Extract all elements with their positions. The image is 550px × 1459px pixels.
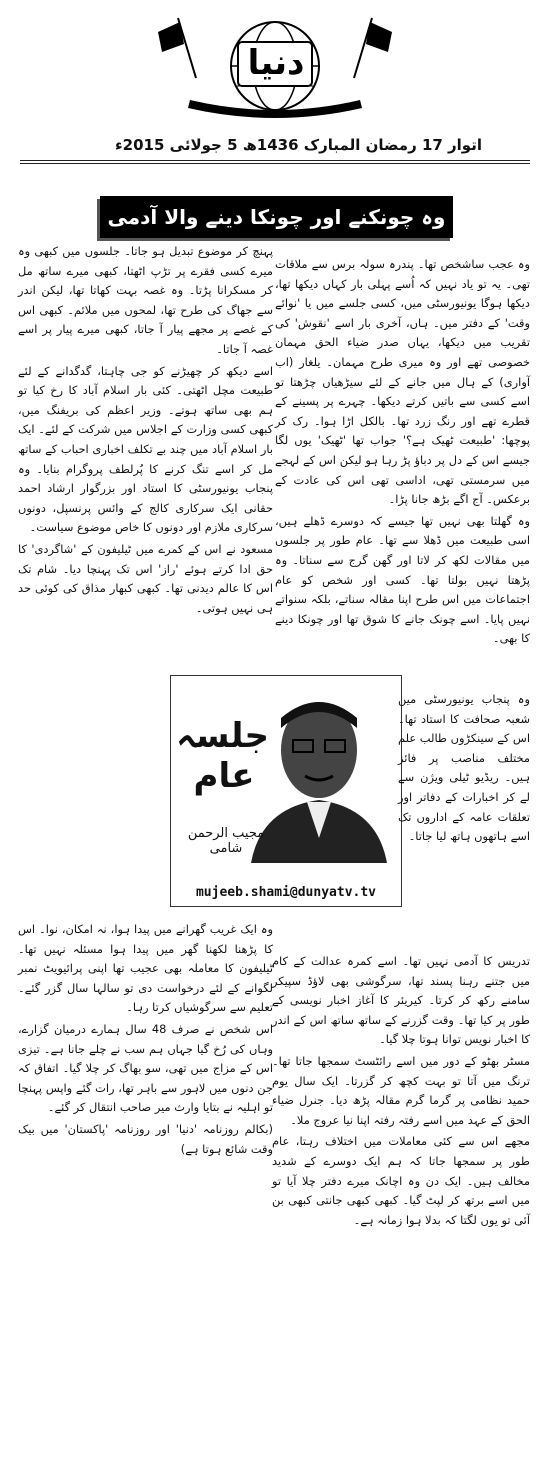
columnist-photo-box xyxy=(170,675,402,907)
author-name: مجیب الرحمن شامی xyxy=(187,826,265,856)
divider xyxy=(20,163,530,164)
dateline: اتوار 17 رمضان المبارک 1436ھ 5 جولائی 2015ء xyxy=(115,136,482,154)
article-column-right-lower xyxy=(272,952,530,1232)
paragraph: مسٹر بھٹو کے دور میں اسے رائٹسٹ سمجھا جاتا تھا۔ ترنگ میں آتا تو بہت کچھ کر گزرتا۔ ایک سال یوم حمید نظامی پر گرما گرم مقالہ پڑھ دیا۔ جنرل ضیاء الحق کے عہد میں اسے رفتہ رفتہ اپنا نیا عروج ملا۔ xyxy=(272,1053,530,1127)
paragraph: اسے دیکھ کر چھیڑنے کو جی چاہتا، گدگدانے کے لئے طبیعت مچل اٹھتی۔ کئی بار اسلام آباد کا رخ کیا تو ہم بھی ساتھ ہوتے۔ وزیر اعظم کی بریفنگ میں، کبھی کسی وزارت کے اجلاس میں شرکت کے لئے۔ ایک بار اسلام آباد میں چند بے تکلف اخباری احباب کے ساتھ مل کر اسے تنگ کرنے کا پُرلطف پروگرام بنایا۔ وہ پنجاب یونیورسٹی کا استاد اور بزرگوار ارشاد احمد حقانی ایک سرکاری کالج کے وائس پرنسپل، دونوں سرکاری ملازم اور دونوں کا خاص موضوع سیاست۔ xyxy=(18,363,273,535)
paragraph: وہ پنجاب یونیورسٹی میں شعبہ صحافت کا استاد تھا۔ اس کے سینکڑوں طالب علم مختلف مناصب پر فائز ہیں۔ ریڈیو ٹیلی ویژن سے لے کر اخبارات کے دفاتر اور تعلقات عامہ کے اداروں تک اسے ہاتھوں ہاتھ لیا جاتا۔ xyxy=(398,692,530,844)
column-credit: (بکالم روزنامہ 'دنیا' اور روزنامہ 'پاکستان' میں بیک وقت شائع ہوتا ہے) xyxy=(18,1121,273,1156)
headline: وہ چونکنے اور چونکا دینے والا آدمی xyxy=(100,196,453,238)
paragraph: مسعود نے اس کے کمرے میں ٹیلیفون کے 'شاگردی' کا حق ادا کرتے ہوئے 'راز' اس تک پہنچا دیا۔ شام تک اس کا عالم دیدنی تھا۔ کبھی کبھار مذاق کی کوئی حد ہی نہیں ہوتی۔ xyxy=(18,541,273,615)
paragraph: اس شخص نے صرف 48 سال ہمارے درمیان گزارے، وہاں کی رُخ گیا جہاں ہم سب نے چلے جانا ہے۔ تیزی اس کے مزاج میں تھی، سو بھاگ کر چلا گیا۔ اتفاق کہ جن دنوں میں لاہور سے باہر تھا، رات گئے واپس پہنچا تو اہلیہ نے بتایا وارث میر صاحب انتقال کر گئے۔ xyxy=(18,1021,273,1115)
paragraph: تدریس کا آدمی نہیں تھا۔ اسے کمرہ عدالت کے کام میں جتنے رہنا پسند تھا، سرگوشی بھی لاؤڈ سپیکر سامنے رکھ کر کرتا۔ کیریئر کا آغاز اخبار نویسی کے طور پر کیا تھا۔ وقت گزرنے کے ساتھ ساتھ اس کے اندر کا اخبار نویس توانا ہوتا چلا گیا۔ xyxy=(272,954,530,1047)
article-column-left-lower xyxy=(18,920,273,1161)
logo-wordmark: دنیا xyxy=(247,43,305,83)
paragraph: وہ گھلتا بھی نہیں تھا جیسے کہ دوسرے ڈھلے ہیں، اسی طبیعت میں ڈھلا سے تھا۔ عام طور پر جلسوں میں مقالات لکھ کر لاتا اور گھن گرج سے سناتا۔ وہ پڑھتا نہیں بولتا تھا۔ کسی اور شخص کو عام اجتماعات میں اس طرح اپنا مقالہ سناتے، بلکہ سنواتے نہیں پایا۔ اسے چونک جانے کا شوق تھا اور چونکا دینے کا بھی۔ xyxy=(275,513,530,646)
paragraph: وہ عجب ساشخص تھا۔ پندرہ سولہ برس سے ملاقات تھی۔ یہ تو یاد نہیں کہ اُسے پہلی بار کہاں دیکھا تھا، دیکھا ہوگا یونیورسٹی میں، کسی جلسے میں یا 'نوائے وقت' کے دفتر میں۔ ہاں، آخری بار اسے 'نقوش' کی تقریب میں دیکھا، یہاں صدر ضیاء الحق مہمان خصوصی تھے اور وہ میری طرح مہمان۔ یلغار (اب آواری) کے ہال میں جانے کے لئے سیڑھیاں چڑھتا تو اسے کسی سے باتیں کرتے دیکھا۔ چہرے پر پسینے کے قطرے تھے اور رنگ زرد تھا۔ بالکل اڑا ہوا۔ رک کر پوچھا: 'طبیعت ٹھیک ہے؟' جواب تھا 'ٹھیک' یوں لگا جیسے اس کے دل پر دباؤ پڑ رہا ہو لیکن اس کے لہجے میں سرمستی تھی، اداسی تھی اس کی عادت کے برعکس۔ آج اگے بڑھ جانا پڑا۔ xyxy=(275,257,530,507)
article-column-left xyxy=(18,242,273,620)
divider xyxy=(20,160,530,161)
article-column-right-mid xyxy=(398,690,530,849)
article-column-right xyxy=(275,255,530,651)
paragraph: وہ ایک غریب گھرانے میں پیدا ہوا، نہ امکان، نوا۔ اس کا پڑھنا لکھنا گھر میں پیدا ہوا مسئلہ نہیں تھا۔ ٹیلیفون کا معاملہ بھی عجیب تھا اپنی پرائیویٹ نمبر لگوانے کے لئے درخواست دی تو سالہا سال گزر گئے۔ تعلیم سے سرگوشیاں کرتا رہا۔ xyxy=(18,922,273,1015)
author-email[interactable]: mujeeb.shami@dunyatv.tv xyxy=(171,880,401,906)
column-name: جلسہ عام xyxy=(176,716,269,796)
masthead-logo xyxy=(150,8,400,120)
paragraph: پہنچ کر موضوع تبدیل ہو جاتا۔ جلسوں میں کبھی وہ میرے کسی فقرے پر تڑپ اٹھتا، کبھی میرے ساتھ مل کر مسکرانا پڑتا۔ وہ غصہ بہت کھاتا تھا، لیکن اندر سے جھاگ کی طرح تھا، لمحوں میں ملائم۔ کبھی اس کے غصے پر مجھے پیار آ جاتا، کبھی میرے پیار پر اسے غصہ آ جاتا۔ xyxy=(18,244,273,356)
paragraph: مجھے اس سے کئی معاملات میں اختلاف رہتا، عام طور پر سمجھا جاتا کہ ہم ایک دوسرے کے شدید مخالف ہیں۔ ایک دن وہ اچانک میرے دفتر چلا آیا تو میں اسے برتھ کر لپٹ گیا۔ کبھی کبھی جانتی کبھی بن آئی تو یوں لگتا کہ بدلا ہوا زمانہ ہے۔ xyxy=(272,1134,530,1227)
